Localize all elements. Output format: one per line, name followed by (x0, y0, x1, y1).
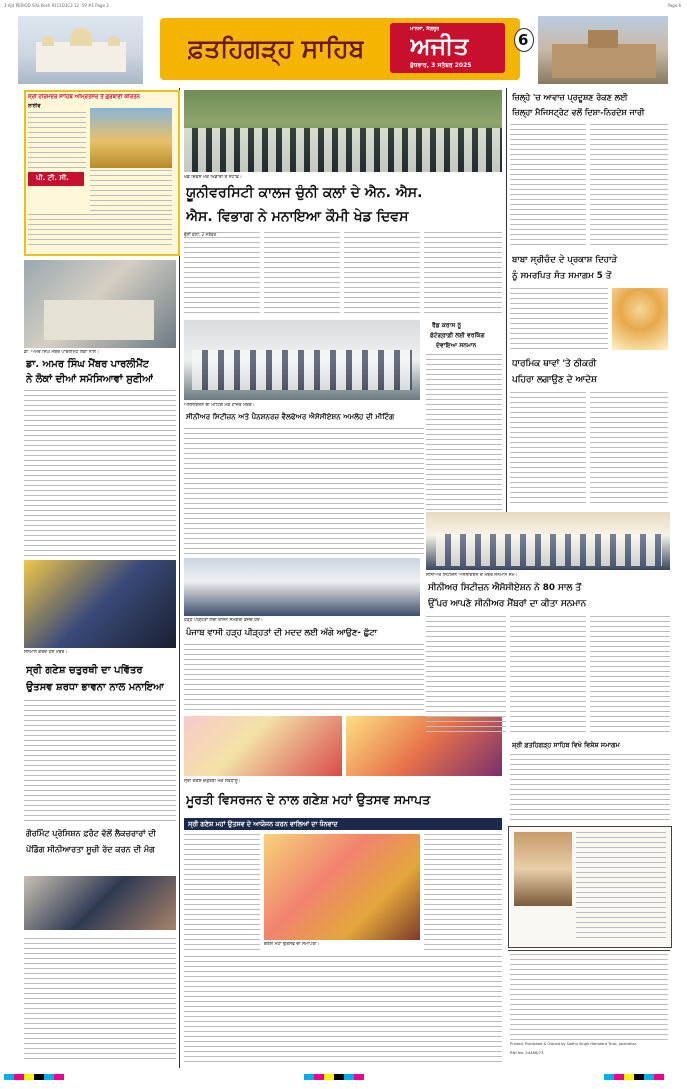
pollution-col-1 (510, 124, 586, 248)
flood-relief-photo (184, 558, 420, 616)
sports-day-byline: ਚੁੰਨੀ ਕਲਾਂ, 2 ਸਤੰਬਰ (184, 232, 260, 316)
murti-col-bottom (184, 956, 502, 1062)
pensioners-meeting-photo (184, 320, 420, 400)
gurdwara-photo-left (18, 16, 143, 84)
ganesh-article-text (24, 700, 176, 822)
masthead-brand: ਅਜੀਤ (410, 32, 469, 60)
heritage-building-photo-right (538, 16, 668, 84)
ganesh-celebration-photo-1 (184, 716, 342, 776)
lecturers-headline-1: ਗੌਰਮਿੰਟ ਪ੍ਰੋਸਿਸ਼ਨ ਫ਼ਰੰਟ ਵੱਲੋਂ ਲੈਕਚਰਾਰਾਂ ਦੀ (26, 829, 156, 838)
barcode-label: RNI No. 24486/73 (510, 1050, 544, 1055)
ganesh-headline-2: ਉਤਸਵ ਸ਼ਰਧਾ ਭਾਵਨਾ ਨਾਲ ਮਨਾਇਆ (26, 682, 164, 693)
page-number: 6 (518, 31, 529, 49)
folio-left: 3 Ajit PERIOD Sifa Kesh 9111D1C3 12 :59 #1 Page 3 (4, 3, 109, 8)
punjab-flood-headline: ਪੰਜਾਬ ਵਾਸੀ ਹੜ੍ਹ ਪੀੜ੍ਹਤਾਂ ਦੀ ਮਦਦ ਲਈ ਅੱਗੇ ਆਉਣ- ਛੁੱਟਾ (186, 627, 377, 637)
red-cross-article-text (426, 354, 502, 510)
ad-sub: ਲਾਈਵ (28, 103, 41, 109)
mp-photo-caption: ਡਾ. ਅਮਰ ਸਿੰਘ ਮੈਂਬਰ ਪਾਰਲੀਮੈਂਟ ਲੋਕਾਂ ਨਾਲ। (24, 350, 99, 355)
punjab-flood-text (184, 644, 424, 714)
murti-col-1 (184, 834, 260, 954)
murti-col-3 (424, 834, 502, 954)
imprint-line: Printed, Published & Owned by Sadhu Singh Hamdard Trust, Jalandhar. (510, 1042, 637, 1046)
ad-schedule-text (90, 170, 172, 212)
masthead-edition: ਮਾਨਸਾ, ਸੰਗਰੂਰ (410, 26, 440, 32)
skill-headline: ਸ਼੍ਰੀ ਫ਼ਤਹਿਗੜ੍ਹ ਸਾਹਿਬ ਵਿਖੇ ਵਿਸ਼ੇਸ਼ ਸਮਾਗਮ (512, 741, 620, 749)
murti-visarjan-photo (264, 834, 420, 940)
lecturers-headline-2: ਪੇਂਡਿੰਗ ਸੀਨੀਆਰਤਾ ਸੂਚੀ ਰੱਦ ਕਰਨ ਦੀ ਮੰਗ (26, 845, 155, 854)
folio-right: Page 6 (667, 3, 681, 8)
senior-citizens-col-3 (590, 616, 670, 736)
senior-citizens-caption: ਸੀਨੀਅਰ ਸਿਟੀਜ਼ਨ ਐਸੋਸੀਏਸ਼ਨ ਦੇ ਮੈਂਬਰ ਸਨਮਾਨ ਸਮੇਂ। (426, 573, 518, 578)
mp-headline-1: ਡਾ. ਅਮਰ ਸਿੰਘ ਮੈਂਬਰ ਪਾਰਲੀਮੈਂਟ (26, 359, 150, 370)
notice-ad-text (576, 832, 666, 940)
religious-col-2 (590, 392, 668, 504)
ganesh-headline-1: ਸ੍ਰੀ ਗਣੇਸ਼ ਚਤੁਰਥੀ ਦਾ ਪਵਿੱਤਰ (26, 665, 143, 676)
sports-day-col-4 (424, 232, 502, 316)
pollution-col-2 (590, 124, 668, 248)
meeting-headline: ਸੀਨੀਅਰ ਸਿਟੀਜ਼ਨ ਅਤੇ ਪੈਨਸ਼ਨਰਜ਼ ਵੈਲਫੇਅਰ ਐਸੋਸੀਏਸ਼ਨ ਅਮਲੋਹ ਦੀ ਮੀਟਿੰਗ (186, 412, 395, 421)
senior-citizens-photo (426, 512, 670, 570)
mp-headline-2: ਨੇ ਲੋਕਾਂ ਦੀਆਂ ਸਮੱਸਿਆਵਾਂ ਸੁਣੀਆਂ (26, 374, 154, 385)
flood-relief-caption: ਹੜ੍ਹ ਪੀੜ੍ਹਤਾਂ ਲਈ ਰਾਸ਼ਨ ਸਮੱਗਰੀ ਭੇਜਦੇ ਹੋਏ। (184, 618, 263, 623)
skill-article-text (510, 754, 670, 822)
sports-day-col-3 (344, 232, 420, 316)
pollution-headline-1: ਜ਼ਿਲ੍ਹੇ 'ਚ ਆਵਾਜ਼ ਪ੍ਰਦੂਸ਼ਣ ਰੋਕਣ ਲਈ (512, 93, 628, 102)
sports-day-headline-2: ਐਸ. ਵਿਭਾਗ ਨੇ ਮਨਾਇਆ ਕੌਮੀ ਖੇਡ ਦਿਵਸ (186, 209, 409, 225)
religious-headline-2: ਪਹਿਰਾ ਲਗਾਉਣ ਦੇ ਆਦੇਸ਼ (512, 375, 597, 385)
senior-citizens-col-2 (510, 616, 586, 736)
baba-article-text (510, 288, 608, 352)
ad-footer-text (28, 214, 172, 248)
religious-col-1 (510, 392, 586, 504)
senior-citizens-headline-1: ਸੀਨੀਅਰ ਸਿਟੀਜ਼ਨ ਐਸੋਸੀਏਸ਼ਨ ਨੇ 80 ਸਾਲ ਤੋਂ (428, 583, 582, 593)
color-registration-strip-bottom (4, 1074, 683, 1084)
senior-citizens-headline-2: ਉੱਪਰ ਆਪਣੇ ਸੀਨੀਅਰ ਮੈਂਬਰਾਂ ਦਾ ਕੀਤਾ ਸਨਮਾਨ (428, 599, 587, 609)
murti-photo-caption: ਗਣੇਸ਼ ਮਹਾਂ ਉਤਸਵ ਦੀ ਸਮਾਪਤੀ। (264, 942, 320, 947)
column-rule-right (506, 88, 507, 558)
baba-sri-chand-portrait (612, 288, 668, 350)
masthead-date: ਬੁੱਧਵਾਰ, 3 ਸਤੰਬਰ 2025 (410, 62, 472, 69)
red-cross-headline-3: ਦੋਵਾਇਆ ਸਨਮਾਨ (436, 342, 477, 349)
notice-ad-photo (514, 832, 572, 906)
sports-day-group-photo (184, 90, 502, 172)
pensioners-caption: ਐਸੋਸੀਏਸ਼ਨ ਦੀ ਮੀਟਿੰਗ ਮੌਕੇ ਹਾਜ਼ਰ ਮੈਂਬਰ। (184, 403, 255, 408)
sports-day-col-2 (264, 232, 340, 316)
murti-kicker: ਸ੍ਰੀ ਗਣੇਸ਼ ਮਹਾਂ ਉਤਸਵ ਦੇ ਆਯੋਜਨ ਕਰਨ ਵਾਲਿਆਂ ਦਾ ਧੰਨਵਾਦ (188, 820, 338, 828)
religious-headline-1: ਧਾਰਮਿਕ ਥਾਵਾਂ 'ਤੇ ਠੀਕਰੀ (512, 359, 597, 369)
masthead-title: ਫ਼ਤਹਿਗੜ੍ਹ ਸਾਹਿਬ (188, 34, 365, 63)
bouquet-caption: ਸਨਮਾਨ ਕਰਦੇ ਹੋਏ ਮੈਂਬਰ। (24, 650, 68, 655)
baba-headline-1: ਬਾਬਾ ਸ੍ਰੀਚੰਦ ਦੇ ਪ੍ਰਕਾਸ਼ ਦਿਹਾੜੇ (512, 255, 618, 265)
pollution-headline-2: ਜ਼ਿਲ੍ਹਾ ਮੈਜਿਸਟ੍ਰੇਟ ਵਲੋਂ ਦਿਸ਼ਾ-ਨਿਰਦੇਸ਼ ਜਾਰੀ (512, 108, 645, 117)
mp-meeting-photo (24, 260, 176, 348)
red-cross-headline-1: ਰੈੱਡ ਕਰਾਸ ਨੂੰ (432, 322, 462, 329)
baba-headline-2: ਨੂੰ ਸਮਰਪਿਤ ਸੰਤ ਸਮਾਗਮ 5 ਤੋਂ (512, 271, 612, 281)
murti-visarjan-headline: ਮੂਰਤੀ ਵਿਸਰਜਨ ਦੇ ਨਾਲ ਗਣੇਸ਼ ਮਹਾਂ ਉਤਸਵ ਸਮਾਪਤ (186, 792, 431, 807)
ptc-badge: ਪੀ. ਟੀ. ਸੀ. (36, 174, 69, 182)
golden-temple-photo (90, 108, 172, 168)
meeting-article-text (184, 428, 424, 554)
masthead (0, 12, 687, 88)
ad-body-text (28, 112, 86, 170)
sports-day-headline-1: ਯੂਨੀਵਰਸਿਟੀ ਕਾਲਜ ਚੁੰਨੀ ਕਲਾਂ ਦੇ ਐਨ. ਐਸ. (186, 185, 423, 201)
sports-day-caption: ਖੇਡ ਦਿਵਸ ਮੌਕੇ ਖਿਡਾਰੀ ਤੇ ਸਟਾਫ਼। (184, 175, 242, 180)
ganesh-photos-caption: ਸ੍ਰੀ ਗਣੇਸ਼ ਚਤੁਰਥੀ ਮੌਕੇ ਸ਼ਰਧਾਲੂ। (184, 779, 241, 784)
ad-heading: ਸ੍ਰੀ ਹਰਿਮੰਦਰ ਸਾਹਿਬ ਅੰਮ੍ਰਿਤਸਰ ਤੋਂ ਗੁਰਬਾਣੀ ਕੀਰਤਨ (28, 94, 140, 100)
mp-article-text (24, 390, 176, 556)
lecturers-photo (24, 876, 176, 930)
imprint-text (510, 954, 668, 1040)
lecturers-article-text (24, 938, 176, 1062)
senior-citizens-col-1 (426, 616, 506, 736)
bouquet-photo (24, 560, 176, 648)
red-cross-headline-2: ਫ਼ੋਟੋਗ੍ਰਾਫ਼ੀ ਲਈ ਵਰਕਿੰਗ (430, 332, 485, 339)
